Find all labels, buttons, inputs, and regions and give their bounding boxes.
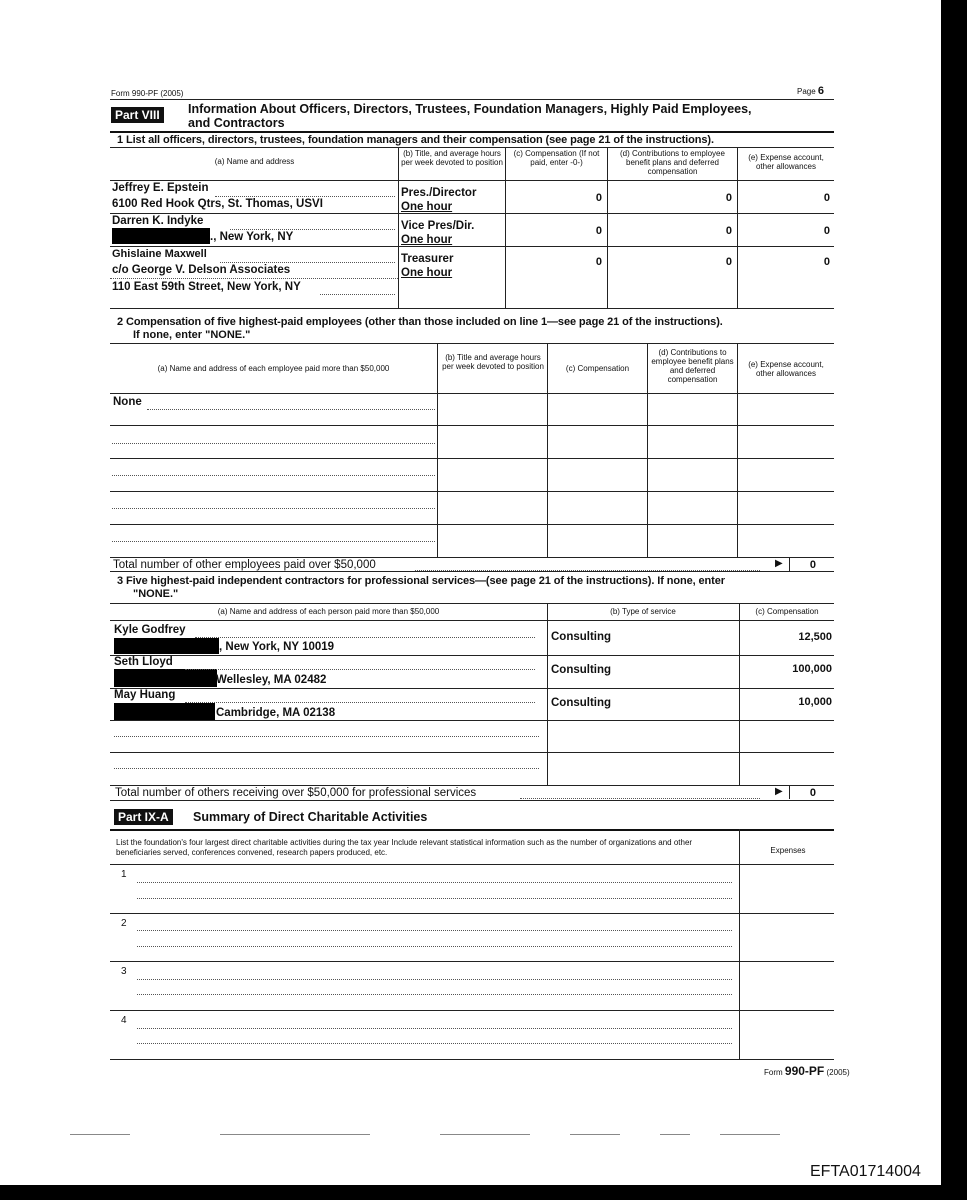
s3-col-a-header: (a) Name and address of each person paid more than $50,000 <box>217 607 440 616</box>
page-label-text: Page <box>797 87 816 96</box>
s3-total-label: Total number of others receiving over $50,000 for professional services <box>115 787 477 799</box>
s1-row2-d: 0 <box>725 225 732 237</box>
s3-col-c-header: (c) Compensation <box>755 607 819 616</box>
s3-row1-comp: 12,500 <box>798 631 832 643</box>
ixa-item-3: 3 <box>121 966 127 977</box>
arrow-right-icon: ▶ <box>775 786 783 797</box>
s3-row2-address: Wellesley, MA 02482 <box>216 674 327 686</box>
redaction <box>114 638 219 654</box>
s1-row3-name: Ghislaine Maxwell <box>112 248 207 260</box>
redaction <box>114 669 217 687</box>
s2-row1-none: None <box>113 396 142 408</box>
footer-form-label <box>764 1064 850 1078</box>
s1-col-c-header: (c) Compensation (If not paid, enter -0-) <box>513 149 600 167</box>
page-label <box>797 85 824 97</box>
redaction <box>112 228 210 244</box>
document-id: EFTA01714004 <box>810 1163 921 1180</box>
s3-row2-name: Seth Lloyd <box>114 656 173 668</box>
part-viii-title-2: and Contractors <box>188 116 285 130</box>
s1-row2-hours: One hour <box>401 234 453 246</box>
s1-row1-e: 0 <box>823 192 830 204</box>
s3-row1-address: , New York, NY 10019 <box>219 641 335 653</box>
s3-col-b-header: (b) Type of service <box>610 607 676 616</box>
redaction <box>114 703 215 721</box>
s1-row2-address: ., New York, NY <box>210 231 294 243</box>
s3-row1-name: Kyle Godfrey <box>114 624 186 636</box>
part-ixa-expenses-header: Expenses <box>770 846 806 855</box>
s2-col-d-header: (d) Contributions to employee benefit plans and deferred compensation <box>651 348 734 384</box>
s1-row3-title: Treasurer <box>401 253 454 265</box>
ixa-item-4: 4 <box>121 1015 127 1026</box>
s2-col-a-header: (a) Name and address of each employee paid more than $50,000 <box>157 364 390 373</box>
page-number: 6 <box>817 85 825 97</box>
ixa-item-1: 1 <box>121 869 127 880</box>
s2-total-value: 0 <box>809 559 816 571</box>
footer-form-year: (2005) <box>826 1068 850 1077</box>
s2-col-e-header: (e) Expense account, other allowances <box>748 360 824 378</box>
s3-total-value: 0 <box>809 787 816 799</box>
footer-form-name: 990-PF <box>784 1064 825 1078</box>
s3-row3-service: Consulting <box>551 697 612 709</box>
s3-row1-service: Consulting <box>551 631 612 643</box>
s1-row3-hours: One hour <box>401 267 453 279</box>
part-ixa-instructions: List the foundation's four largest direct charitable activities during the tax year Include relevant statistical information such as the number of organizations and other beneficiaries served, conferences convened, research papers produced, etc. <box>116 838 693 857</box>
footer-form-prefix: Form <box>764 1068 783 1077</box>
s1-row3-c: 0 <box>595 256 602 268</box>
s3-row3-address: Cambridge, MA 02138 <box>216 707 336 719</box>
s1-col-b-header: (b) Title, and average hours per week devoted to position <box>401 149 503 167</box>
section3-heading-2: "NONE." <box>133 588 179 600</box>
form-label: Form 990-PF (2005) <box>111 89 184 98</box>
section1-heading: 1 List all officers, directors, trustees, foundation managers and their compensation (see page 21 of the instructions). <box>117 134 714 146</box>
part-ixa-label: Part IX-A <box>114 809 173 825</box>
s1-row2-title: Vice Pres/Dir. <box>401 220 475 232</box>
s1-row1-hours: One hour <box>401 201 453 213</box>
s3-row2-service: Consulting <box>551 664 612 676</box>
s3-row3-comp: 10,000 <box>798 696 832 708</box>
arrow-right-icon: ▶ <box>775 558 783 569</box>
part-viii-label: Part VIII <box>111 107 164 123</box>
s3-row3-name: May Huang <box>114 689 176 701</box>
section2-heading-2: If none, enter "NONE." <box>133 329 251 341</box>
s1-col-e-header: (e) Expense account, other allowances <box>748 153 824 171</box>
s1-row2-e: 0 <box>823 225 830 237</box>
part-viii-title-1: Information About Officers, Directors, Trustees, Foundation Managers, Highly Paid Employees, <box>188 102 752 116</box>
s1-row3-e: 0 <box>823 256 830 268</box>
s1-row1-c: 0 <box>595 192 602 204</box>
s1-row3-address: c/o George V. Delson Associates <box>112 264 291 276</box>
s1-extra-address: 110 East 59th Street, New York, NY <box>112 281 301 293</box>
s1-col-d-header: (d) Contributions to employee benefit plans and deferred compensation <box>620 149 725 176</box>
s1-row3-d: 0 <box>725 256 732 268</box>
part-ixa-title: Summary of Direct Charitable Activities <box>193 810 428 824</box>
s2-col-c-header: (c) Compensation <box>565 364 630 373</box>
s2-col-b-header: (b) Title and average hours per week devoted to position <box>442 353 544 371</box>
section3-heading-1: 3 Five highest-paid independent contractors for professional services—(see page 21 of the instructions). If none, enter <box>117 575 725 587</box>
s2-total-label: Total number of other employees paid over $50,000 <box>113 559 376 571</box>
s3-row2-comp: 100,000 <box>792 663 832 675</box>
s1-row1-name: Jeffrey E. Epstein <box>112 182 209 194</box>
section2-heading-1: 2 Compensation of five highest-paid employees (other than those included on line 1—see page 21 of the instructions). <box>117 316 723 328</box>
ixa-item-2: 2 <box>121 918 127 929</box>
s1-row1-d: 0 <box>725 192 732 204</box>
s1-col-a-header: (a) Name and address <box>214 157 295 166</box>
s1-row2-c: 0 <box>595 225 602 237</box>
s1-row2-name: Darren K. Indyke <box>112 215 204 227</box>
s1-row1-address: 6100 Red Hook Qtrs, St. Thomas, USVI <box>112 198 323 210</box>
s1-row1-title: Pres./Director <box>401 187 477 199</box>
